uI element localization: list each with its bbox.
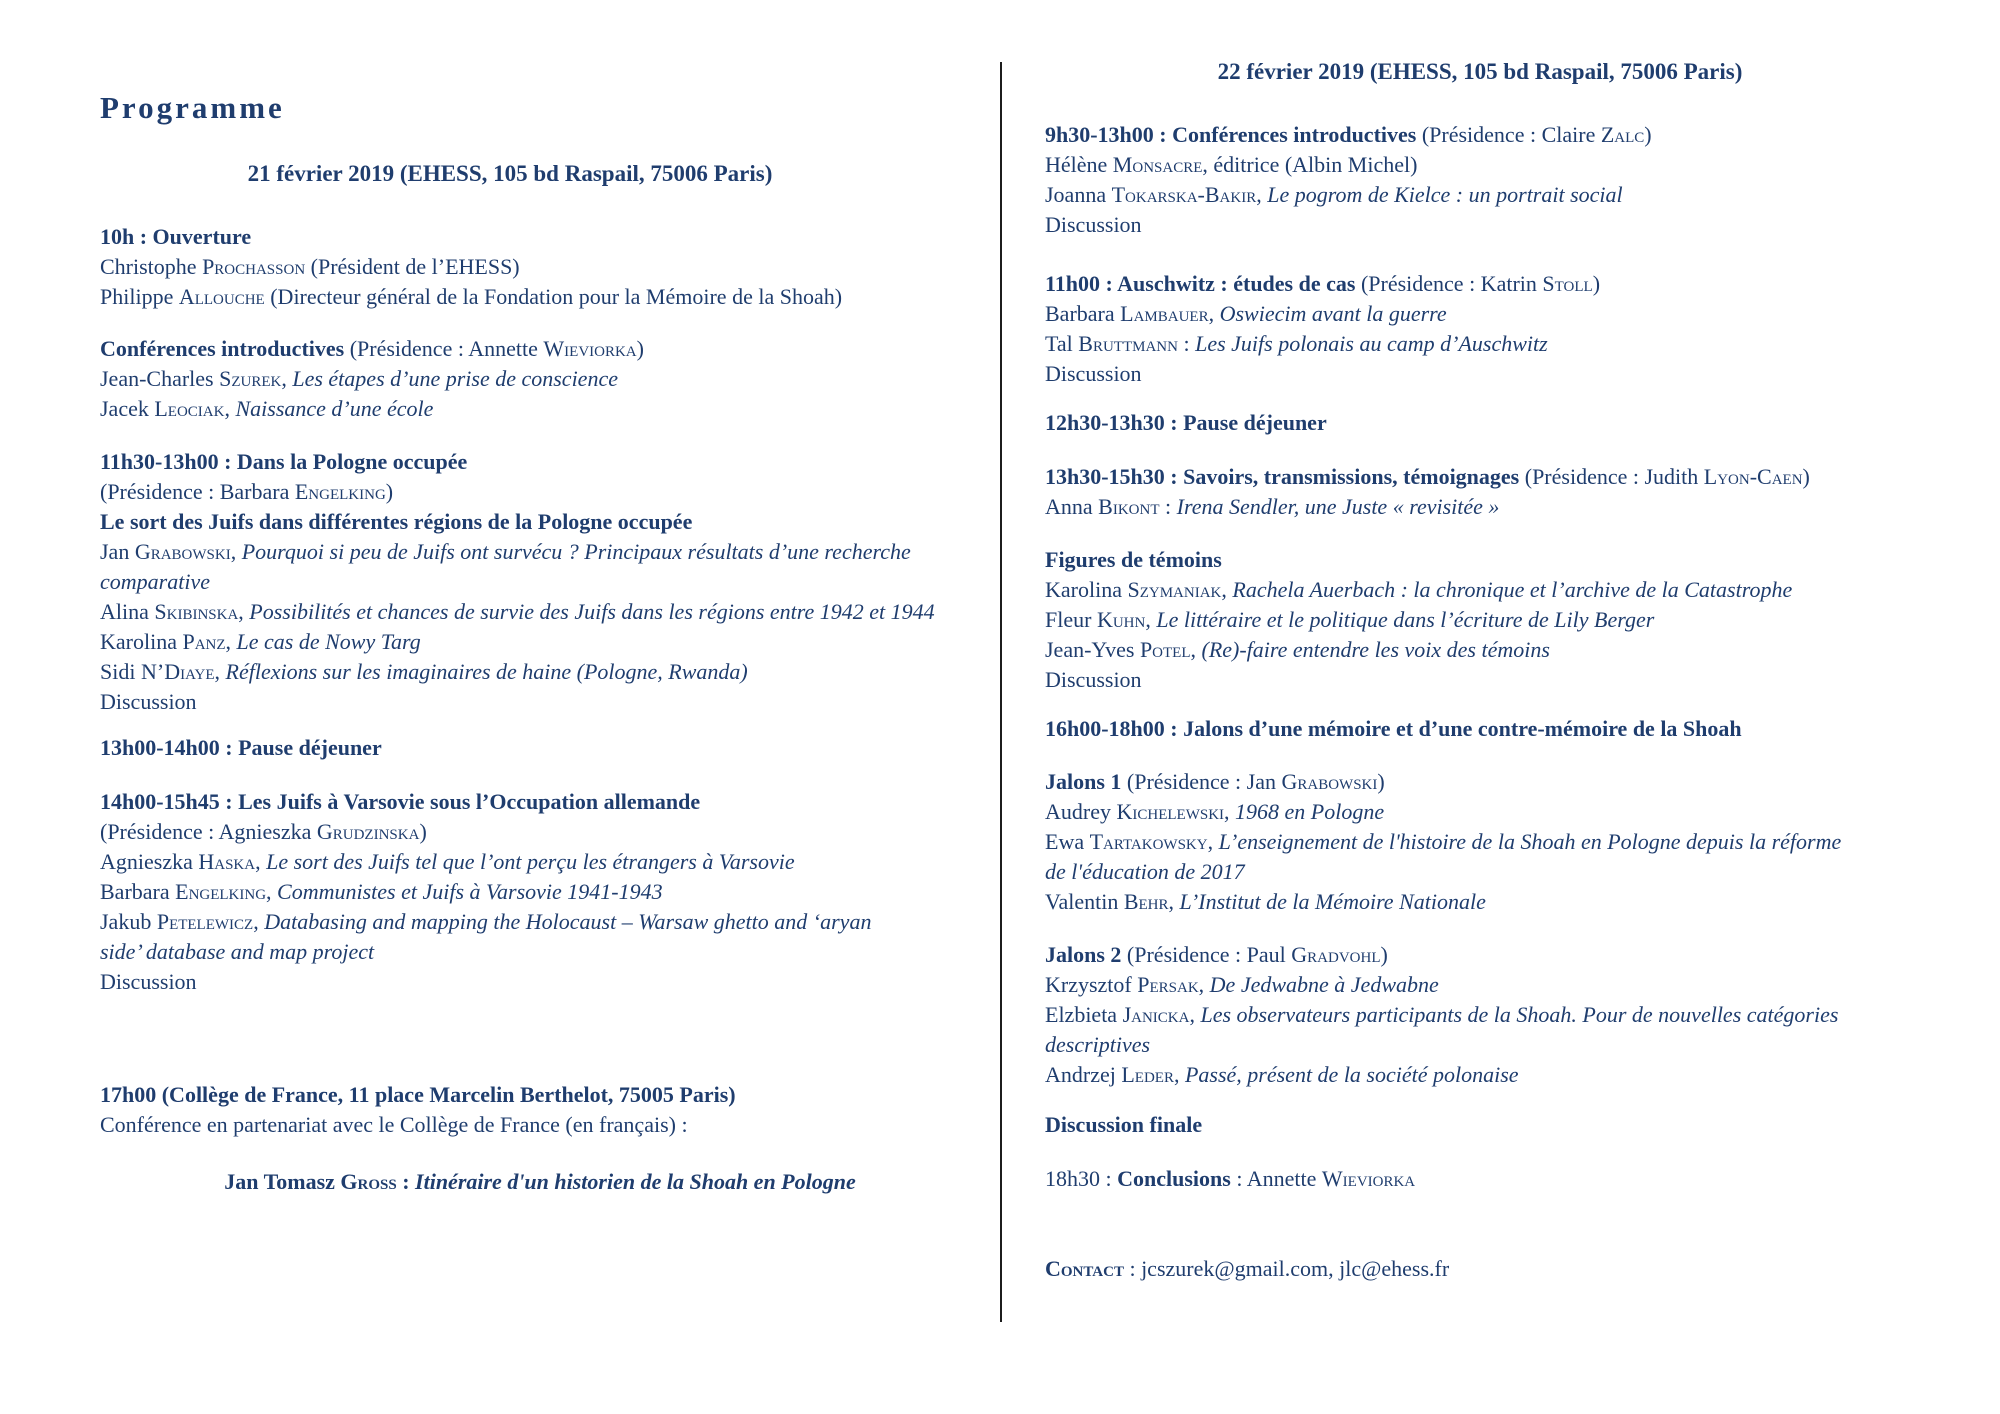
text-line: Krzysztof Persak, De Jedwabne à Jedwabne [1045, 972, 1439, 997]
text-line: Le sort des Juifs dans différentes régions de la Pologne occupée [100, 509, 693, 534]
text-line: 17h00 (Collège de France, 11 place Marcelin Berthelot, 75005 Paris) [100, 1082, 736, 1107]
pause-dejeuner [100, 733, 980, 763]
text-line: Programme [100, 90, 285, 125]
pause-dejeuner-j2 [1045, 408, 1995, 438]
text-line: Valentin Behr, L’Institut de la Mémoire Nationale [1045, 889, 1486, 914]
text-line: Jan Tomasz Gross : Itinéraire d'un historien de la Shoah en Pologne [224, 1169, 856, 1194]
text-line: Karolina Panz, Le cas de Nowy Targ [100, 629, 421, 654]
text-line: Jalons 2 (Présidence : Paul Gradvohl) [1045, 942, 1388, 967]
text-line: 16h00-18h00 : Jalons d’une mémoire et d’une contre-mémoire de la Shoah [1045, 716, 1742, 741]
session-jalons-heading [1045, 714, 1995, 744]
session-jalons-1 [1045, 767, 1995, 917]
text-line: Discussion [1045, 361, 1142, 386]
conclusions [1045, 1164, 1995, 1194]
text-line: Jacek Leociak, Naissance d’une école [100, 396, 434, 421]
session-college-de-france [100, 1080, 980, 1140]
session-savoirs-transmissions [1045, 462, 1995, 522]
text-line: Hélène Monsacre, éditrice (Albin Michel) [1045, 152, 1418, 177]
text-line: Discussion [100, 689, 197, 714]
session-juifs-varsovie [100, 787, 980, 997]
text-line: Philippe Allouche (Directeur général de la Fondation pour la Mémoire de la Shoah) [100, 284, 843, 309]
text-line: 18h30 : Conclusions : Annette Wieviorka [1045, 1166, 1416, 1191]
text-line: Alina Skibinska, Possibilités et chances de survie des Juifs dans les régions entre 1942 et 1944 [100, 599, 935, 624]
text-line: Andrzej Leder, Passé, présent de la société polonaise [1045, 1062, 1519, 1087]
text-line: Discussion [100, 969, 197, 994]
text-line: 21 février 2019 (EHESS, 105 bd Raspail, 75006 Paris) [247, 161, 773, 186]
text-line: Tal Bruttmann : Les Juifs polonais au camp d’Auschwitz [1045, 331, 1548, 356]
text-line: Christophe Prochasson (Président de l’EHESS) [100, 254, 520, 279]
column-divider [1000, 62, 1002, 1322]
text-line: Agnieszka Haska, Le sort des Juifs tel que l’ont perçu les étrangers à Varsovie [100, 849, 795, 874]
text-line: (Présidence : Agnieszka Grudzinska) [100, 819, 427, 844]
text-line: 10h : Ouverture [100, 224, 252, 249]
text-line: Joanna Tokarska-Bakir, Le pogrom de Kielce : un portrait social [1045, 182, 1623, 207]
text-line: Conférences introductives (Présidence : Annette Wieviorka) [100, 336, 644, 361]
text-line: Ewa Tartakowsky, L’enseignement de l'histoire de la Shoah en Pologne depuis la réforme [1045, 829, 1842, 854]
discussion-finale [1045, 1110, 1995, 1140]
left-column [100, 0, 980, 1414]
text-line: Jean-Charles Szurek, Les étapes d’une prise de conscience [100, 366, 618, 391]
text-line: Jan Grabowski, Pourquoi si peu de Juifs ont survécu ? Principaux résultats d’une recherche [100, 539, 911, 564]
text-line: Anna Bikont : Irena Sendler, une Juste « revisitée » [1045, 494, 1500, 519]
text-line: 11h00 : Auschwitz : études de cas (Présidence : Katrin Stoll) [1045, 271, 1601, 296]
session-auschwitz [1045, 269, 1995, 389]
text-line: Jalons 1 (Présidence : Jan Grabowski) [1045, 769, 1385, 794]
text-line: comparative [100, 569, 210, 594]
text-line: side’ database and map project [100, 939, 375, 964]
text-line: 14h00-15h45 : Les Juifs à Varsovie sous l’Occupation allemande [100, 789, 701, 814]
text-line: 22 février 2019 (EHESS, 105 bd Raspail, 75006 Paris) [1217, 59, 1743, 84]
session-conferences-introductives [100, 334, 980, 424]
text-line: Contact : jcszurek@gmail.com, jlc@ehess.fr [1045, 1256, 1450, 1281]
text-line: Discussion [1045, 667, 1142, 692]
text-line: 12h30-13h30 : Pause déjeuner [1045, 410, 1327, 435]
text-line: Jean-Yves Potel, (Re)-faire entendre les voix des témoins [1045, 637, 1550, 662]
text-line: Elzbieta Janicka, Les observateurs participants de la Shoah. Pour de nouvelles catégories [1045, 1002, 1839, 1027]
contact-line [1045, 1254, 1995, 1284]
text-line: Barbara Lambauer, Oswiecim avant la guerre [1045, 301, 1447, 326]
text-line: 9h30-13h00 : Conférences introductives (Présidence : Claire Zalc) [1045, 122, 1652, 147]
text-line: Sidi N’Diaye, Réflexions sur les imaginaires de haine (Pologne, Rwanda) [100, 659, 748, 684]
text-line: 13h00-14h00 : Pause déjeuner [100, 735, 382, 760]
text-line: Discussion finale [1045, 1112, 1203, 1137]
text-line: Discussion [1045, 212, 1142, 237]
text-line: 13h30-15h30 : Savoirs, transmissions, témoignages (Présidence : Judith Lyon-Caen) [1045, 464, 1810, 489]
text-line: Conférence en partenariat avec le Collège de France (en français) : [100, 1112, 688, 1137]
text-line: Jakub Petelewicz, Databasing and mapping the Holocaust – Warsaw ghetto and ‘aryan [100, 909, 872, 934]
text-line: Fleur Kuhn, Le littéraire et le politique dans l’écriture de Lily Berger [1045, 607, 1655, 632]
session-pologne-occupee [100, 447, 980, 717]
session-ouverture [100, 222, 980, 312]
text-line: Audrey Kichelewski, 1968 en Pologne [1045, 799, 1385, 824]
session-conferences-introductives-j2 [1045, 120, 1995, 240]
text-line: 11h30-13h00 : Dans la Pologne occupée [100, 449, 468, 474]
text-line: de l'éducation de 2017 [1045, 859, 1245, 884]
date-heading [100, 159, 920, 189]
page-title [100, 87, 980, 129]
session-figures-de-temoins [1045, 545, 1995, 695]
text-line: Figures de témoins [1045, 547, 1222, 572]
lecture-gross [100, 1167, 980, 1197]
text-line: Barbara Engelking, Communistes et Juifs à Varsovie 1941-1943 [100, 879, 663, 904]
text-line: descriptives [1045, 1032, 1151, 1057]
right-column [1045, 0, 1995, 1414]
text-line: (Présidence : Barbara Engelking) [100, 479, 394, 504]
session-jalons-2 [1045, 940, 1995, 1090]
date-heading [1045, 57, 1915, 87]
text-line: Karolina Szymaniak, Rachela Auerbach : la chronique et l’archive de la Catastrophe [1045, 577, 1793, 602]
